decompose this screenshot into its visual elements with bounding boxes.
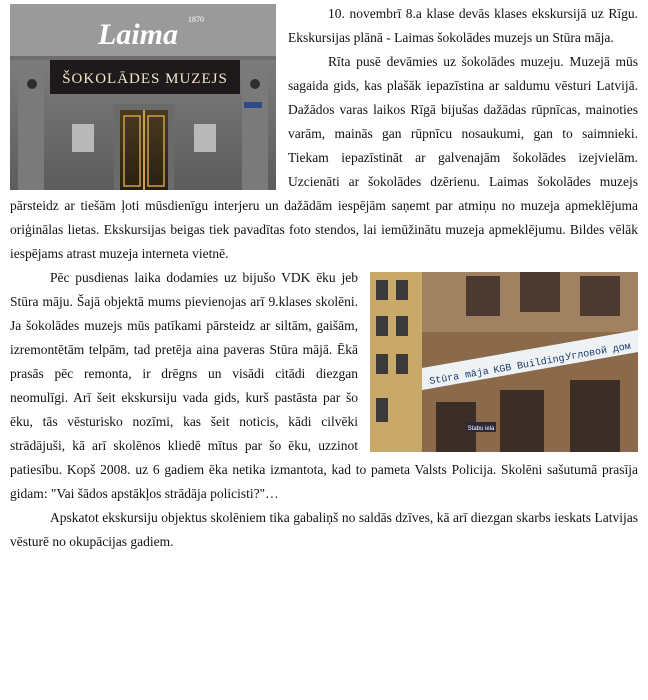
corner-house-sign-lv: Stūra māja (428, 366, 490, 388)
laima-year: 1870 (188, 15, 204, 24)
paragraph-conclusion: Apskatot ekskursiju objektus skolēniem tika gabaliņš no saldās dzīves, kā arī diezgan skarbs ieskats Latvijas vēsturē no okupācijas gadiem. (10, 510, 638, 549)
paragraph-chocolate-museum: Rīta pusē devāmies uz šokolādes muzeju. Muzejā mūs sagaida gids, kas plašāk iepazīstina ar saldumu vēsturi Latvijā. Dažādos varas laikos Rīgā bijušas dažādas rūpnīcas, mainoties varām, mainās gan rūpnīcu nosaukumi, gan to saimnieki. Tiekam iepazīstināt ar galvenajām šokolādes izejvielām. Uzcienāti ar šokolādes dzērienu. Laimas šokolādes muzejs pārsteidz ar tiešām ļoti mūsdienīgu interjeru un dažādām iespējām saņemt par atmiņu no muzeja apmeklējuma oriģinālas lietas. Ekskursijas beigas tiek pavadītas foto stendos, lai iemūžinātu muzeja apmeklējumu. Bildes vēlāk iespējams atrast muzeja interneta vietnē. (10, 54, 638, 261)
chocolate-museum-photo (10, 4, 276, 190)
article-body (10, 2, 638, 554)
laima-logo: Laima (98, 18, 178, 51)
corner-house-photo (370, 272, 638, 452)
paragraph-intro: 10. novembrī 8.a klase devās klases ekskursijā uz Rīgu. Ekskursijas plānā - Laimas šokolādes muzejs un Stūra māja. (288, 6, 638, 45)
street-sign: Stabu iela (467, 426, 495, 432)
corner-house-sign-ru: Угловой дом (564, 341, 632, 364)
museum-sign-text: ŠOKOLĀDES MUZEJS (62, 71, 228, 87)
corner-house-sign-en: KGB Building (492, 353, 566, 377)
paragraph-corner-house: Pēc pusdienas laika dodamies uz bijušo VDK ēku jeb Stūra māju. Šajā objektā mums pievienojas arī 9.klases skolēni. Ja šokolādes muzejs mūs patīkami pārsteidz ar siltām, gaišām, izremontētām telpām, tad pretēja aina paveras Stūra mājā. Ēkā prasās pēc remonta, ir drēgns un visādi citādi diezgan neomulīgi. Arī šeit ekskursiju vada gids, kurš pastāsta par šo ēku, tās vēsturisko nozīmi, kas šeit noticis, kādi cilvēki strādājuši, kā arī skolēnos kliedē mītus par šo ēku, uzzinot patiesību. Kopš 2008. uz 6 gadiem ēka netika izmantota, kad to pameta Valsts Policija. Skolēni sašutumā prasīja gidam: "Vai šādos apstākļos strādāja policisti?"… (10, 270, 638, 501)
